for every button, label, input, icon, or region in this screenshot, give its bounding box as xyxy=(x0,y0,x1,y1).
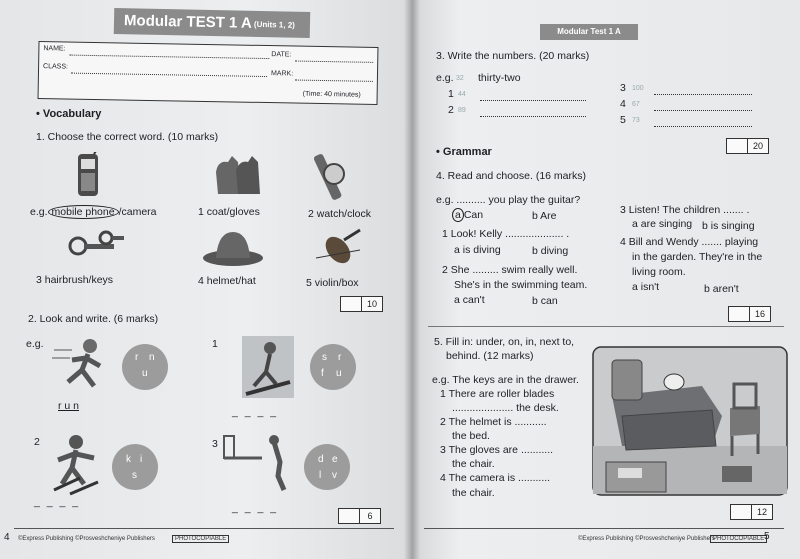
score-box-exercise-5[interactable]: 12 xyxy=(730,504,773,520)
score-box-exercise-1[interactable]: 10 xyxy=(340,296,383,312)
ex3-n1: 1 xyxy=(448,88,454,100)
letter-circle-example: r n u xyxy=(122,344,168,390)
bedroom-image xyxy=(592,346,788,496)
ex3-v3: 100 xyxy=(632,85,644,92)
photocopiable-label-right: PHOTOCOPIABLE xyxy=(710,535,767,543)
ex4-q2: 2 She ......... swim really well. xyxy=(442,264,578,276)
exercise-2-number-2: 2 xyxy=(34,436,40,448)
score-box-exercise-3[interactable]: 20 xyxy=(726,138,769,154)
exercise-4-instructions: 4. Read and choose. (16 marks) xyxy=(436,170,586,182)
keys-image xyxy=(66,228,126,264)
class-field[interactable] xyxy=(71,73,267,77)
ex3-v5: 73 xyxy=(632,117,640,124)
ex5-example: e.g. The keys are in the drawer. xyxy=(432,374,579,386)
ex3-answer-3[interactable] xyxy=(654,94,752,95)
ex4-q2-line2: She's in the swimming team. xyxy=(454,279,588,291)
ex3-v1: 44 xyxy=(458,91,466,98)
book-gutter xyxy=(404,0,420,559)
ex3-answer-4[interactable] xyxy=(654,110,752,111)
ex3-n3: 3 xyxy=(620,82,626,94)
ex3-eg-word: thirty-two xyxy=(478,72,521,84)
ex4-q3: 3 Listen! The children ....... . xyxy=(620,204,750,216)
ex5-s4-cont: the chair. xyxy=(452,487,495,499)
time-label: (Time: 40 minutes) xyxy=(302,90,361,99)
page-number-right: 5 xyxy=(764,531,770,542)
exercise-2-answer-3[interactable]: _ _ _ _ xyxy=(232,502,279,514)
right-page xyxy=(412,0,800,559)
exercise-2-example-answer: r u n xyxy=(58,400,80,412)
ex4-q3-option-b[interactable]: b is singing xyxy=(702,220,755,232)
section-divider xyxy=(428,326,784,327)
diver-image xyxy=(222,432,292,494)
exercise-5-instructions: 5. Fill in: under, on, in, next to, xyxy=(434,336,575,348)
mark-field[interactable] xyxy=(295,80,373,82)
ex3-answer-1[interactable] xyxy=(480,100,586,101)
ex4-q3-option-a[interactable]: a are singing xyxy=(632,218,693,230)
student-info-form xyxy=(38,41,379,105)
footer-rule-right xyxy=(424,528,784,529)
ex3-eg-number: 32 xyxy=(456,75,464,82)
vocabulary-heading: • Vocabulary xyxy=(36,108,102,120)
ex4-q1-option-b[interactable]: b diving xyxy=(532,245,569,257)
exercise-1-item-4: 4 helmet/hat xyxy=(198,275,256,287)
ex4-q4-option-a[interactable]: a isn't xyxy=(632,281,660,293)
exercise-5-instructions-2: behind. (12 marks) xyxy=(446,350,534,362)
exercise-2-number-3: 3 xyxy=(212,438,218,450)
name-label: NAME: xyxy=(43,45,66,53)
footer-rule-left xyxy=(14,528,394,529)
mobile-phone-image xyxy=(72,152,106,198)
test-units: (Units 1, 2) xyxy=(253,19,295,30)
ex4-q4: 4 Bill and Wendy ....... playing xyxy=(620,236,759,248)
ex3-eg-label: e.g. xyxy=(436,72,454,84)
ex4-q1-option-a[interactable]: a is diving xyxy=(454,244,501,256)
letter-circle-3: d e l v xyxy=(304,444,350,490)
right-banner: Modular Test 1 A xyxy=(540,24,638,40)
ex4-example: e.g. .......... you play the guitar? xyxy=(436,194,581,206)
ex3-n5: 5 xyxy=(620,114,626,126)
title-banner xyxy=(114,8,311,38)
date-label: DATE: xyxy=(271,51,292,59)
photocopiable-label-left: PHOTOCOPIABLE xyxy=(172,535,229,543)
exercise-2-answer-1[interactable]: _ _ _ _ xyxy=(232,406,279,418)
ex5-s2[interactable]: 2 The helmet is ........... xyxy=(440,416,547,428)
exercise-2-instructions: 2. Look and write. (6 marks) xyxy=(28,313,159,325)
ex5-s3-cont: the chair. xyxy=(452,458,495,470)
ex3-n4: 4 xyxy=(620,98,626,110)
surfer-image xyxy=(242,336,294,398)
ex4-example-option-b: b Are xyxy=(532,210,557,222)
ex3-n2: 2 xyxy=(448,104,454,116)
ex3-v2: 89 xyxy=(458,107,466,114)
violin-image xyxy=(314,228,364,270)
class-label: CLASS: xyxy=(43,63,69,71)
exercise-2-number-1: 1 xyxy=(212,338,218,350)
ex3-v4: 67 xyxy=(632,101,640,108)
score-box-exercise-2[interactable]: 6 xyxy=(338,508,381,524)
exercise-2-eg-label: e.g. xyxy=(26,338,44,350)
ex4-q4-line3: living room. xyxy=(632,266,686,278)
footer-copyright-right: ©Express Publishing ©Prosveshcheniye Publishers xyxy=(578,536,715,542)
ex5-s2-cont: the bed. xyxy=(452,430,490,442)
exercise-1-instructions: 1. Choose the correct word. (10 marks) xyxy=(36,131,219,143)
footer-copyright-left: ©Express Publishing ©Prosveshcheniye Publishers xyxy=(18,536,155,542)
score-box-exercise-4[interactable]: 16 xyxy=(728,306,771,322)
ex4-q4-line2: in the garden. They're in the xyxy=(632,251,763,263)
ex3-answer-5[interactable] xyxy=(654,126,752,127)
name-field[interactable] xyxy=(69,55,269,59)
exercise-1-item-1: 1 coat/gloves xyxy=(198,206,260,218)
watch-image xyxy=(314,148,354,202)
test-title: Modular TEST 1 A xyxy=(123,12,252,32)
exercise-1-item-5: 5 violin/box xyxy=(306,277,359,289)
page-number-left: 4 xyxy=(4,532,10,543)
ex4-q2-option-a[interactable]: a can't xyxy=(454,294,485,306)
exercise-1-example: e.g. mobile phone /camera xyxy=(30,206,157,218)
exercise-2-answer-2[interactable]: _ _ _ _ xyxy=(34,496,81,508)
exercise-3-instructions: 3. Write the numbers. (20 marks) xyxy=(436,50,590,62)
ex3-answer-2[interactable] xyxy=(480,116,586,117)
mark-label: MARK: xyxy=(270,70,294,78)
ex4-q4-option-b[interactable]: b aren't xyxy=(704,283,739,295)
ex5-s4[interactable]: 4 The camera is ........... xyxy=(440,472,551,484)
ex4-q2-option-b[interactable]: b can xyxy=(532,295,558,307)
ex4-example-option-a: a Can xyxy=(452,209,483,221)
ex5-s3[interactable]: 3 The gloves are ........... xyxy=(440,444,554,456)
exercise-1-item-3: 3 hairbrush/keys xyxy=(36,274,114,286)
gloves-image xyxy=(210,154,266,198)
running-boy-image xyxy=(52,336,112,390)
ex5-s1: 1 There are roller blades xyxy=(440,388,555,400)
exercise-1-item-2: 2 watch/clock xyxy=(308,208,372,220)
ex5-s1-cont[interactable]: ..................... the desk. xyxy=(452,402,559,414)
skier-image xyxy=(50,432,106,496)
date-field[interactable] xyxy=(295,61,373,63)
ex4-q1: 1 Look! Kelly .................... . xyxy=(442,228,570,240)
letter-circle-1: s r f u xyxy=(310,344,356,390)
grammar-heading: • Grammar xyxy=(436,146,492,158)
letter-circle-2: k i s xyxy=(112,444,158,490)
hat-image xyxy=(202,226,264,268)
